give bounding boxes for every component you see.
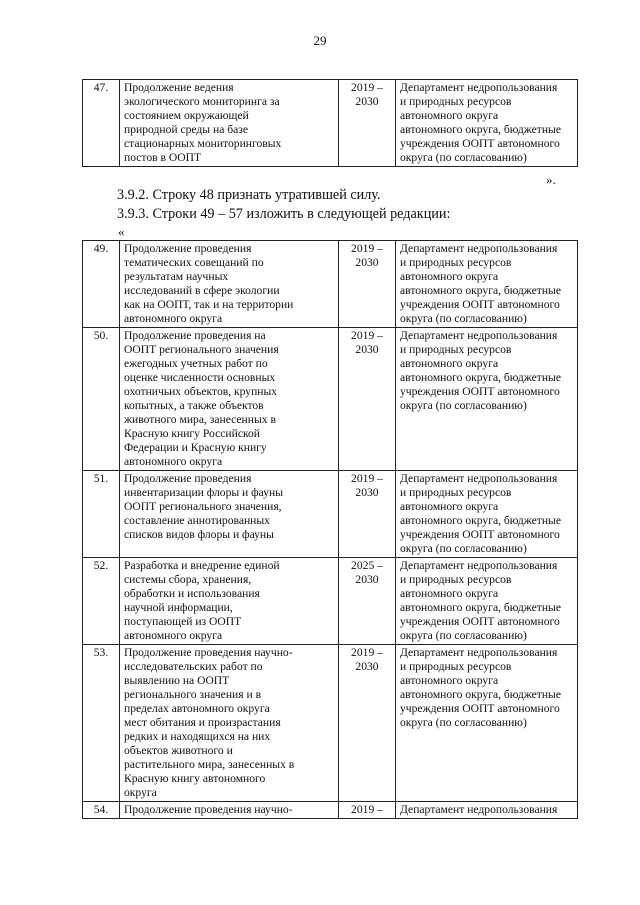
- responsible-line: и природных ресурсов: [400, 660, 512, 673]
- period-line: 2030: [355, 573, 379, 586]
- period-cell: [339, 645, 396, 802]
- activity-line: Продолжение проведения: [124, 472, 252, 485]
- activity-line: составление аннотированных: [124, 514, 270, 527]
- responsible-cell: [396, 645, 578, 802]
- responsible-line: учреждения ООПТ автономного: [400, 528, 560, 541]
- table-row: [83, 471, 578, 558]
- row-number: 53.: [83, 645, 120, 802]
- period-line: 2019 –: [351, 329, 383, 342]
- responsible-line: автономного округа, бюджетные: [400, 371, 561, 384]
- responsible-line: округа (по согласованию): [400, 151, 527, 164]
- activity-line: экологического мониторинга за: [124, 95, 280, 108]
- responsible-line: и природных ресурсов: [400, 573, 512, 586]
- row-number: 52.: [83, 558, 120, 645]
- period-cell: [339, 558, 396, 645]
- responsible-line: автономного округа: [400, 587, 499, 600]
- activity-line: обработки и использования: [124, 587, 260, 600]
- activity-line: ООПТ регионального значения: [124, 343, 279, 356]
- responsible-cell: [396, 80, 578, 167]
- table-row: [83, 645, 578, 802]
- table-row: [83, 80, 578, 167]
- responsible-line: и природных ресурсов: [400, 95, 512, 108]
- activity-line: регионального значения и в: [124, 688, 262, 701]
- responsible-line: Департамент недропользования: [400, 646, 558, 659]
- activity-line: растительного мира, занесенных в: [124, 758, 295, 771]
- page-number: 29: [313, 33, 327, 48]
- responsible-line: Департамент недропользования: [400, 559, 558, 572]
- activity-cell: [120, 241, 339, 328]
- responsible-line: автономного округа, бюджетные: [400, 123, 561, 136]
- activity-line: научной информации,: [124, 601, 233, 614]
- closing-quote: ».: [546, 172, 556, 187]
- row-number: 47.: [83, 80, 120, 167]
- table-top: [82, 79, 578, 167]
- activity-line: объектов животного и: [124, 744, 233, 757]
- activity-line: автономного округа: [124, 312, 223, 325]
- period-cell: [339, 80, 396, 167]
- activity-line: Продолжение проведения на: [124, 329, 266, 342]
- responsible-cell: [396, 241, 578, 328]
- activity-line: оценке численности основных: [124, 371, 276, 384]
- period-line: 2019 –: [351, 803, 383, 816]
- activity-line: состоянием окружающей: [124, 109, 249, 122]
- responsible-cell: [396, 802, 578, 819]
- activity-line: системы сбора, хранения,: [124, 573, 252, 586]
- activity-line: постов в ООПТ: [124, 151, 202, 164]
- period-line: 2030: [355, 660, 379, 673]
- paragraph-3-9-3: 3.9.3. Строки 49 – 57 изложить в следующей редакции:: [117, 206, 451, 222]
- activity-line: автономного округа: [124, 455, 223, 468]
- row-number: 50.: [83, 328, 120, 471]
- period-line: 2025 –: [351, 559, 383, 572]
- opening-quote: «: [118, 224, 125, 239]
- paragraph-3-9-2: 3.9.2. Строку 48 признать утратившей силу.: [117, 187, 381, 203]
- period-line: 2019 –: [351, 81, 383, 94]
- period-line: 2019 –: [351, 242, 383, 255]
- responsible-line: учреждения ООПТ автономного: [400, 137, 560, 150]
- responsible-line: Департамент недропользования: [400, 803, 558, 816]
- activity-line: пределах автономного округа: [124, 702, 270, 715]
- row-number: 54.: [83, 802, 120, 819]
- activity-line: выявлению на ООПТ: [124, 674, 230, 687]
- activity-line: Красную книгу Российской: [124, 427, 261, 440]
- period-cell: [339, 328, 396, 471]
- activity-cell: [120, 645, 339, 802]
- responsible-line: учреждения ООПТ автономного: [400, 615, 560, 628]
- activity-cell: [120, 80, 339, 167]
- activity-line: Продолжение проведения научно-: [124, 646, 293, 659]
- responsible-line: округа (по согласованию): [400, 312, 527, 325]
- activity-line: ООПТ регионального значения,: [124, 500, 282, 513]
- activity-line: стационарных мониторинговых: [124, 137, 282, 150]
- activity-line: Продолжение ведения: [124, 81, 234, 94]
- period-cell: [339, 802, 396, 819]
- activity-cell: [120, 471, 339, 558]
- responsible-cell: [396, 471, 578, 558]
- period-line: 2030: [355, 256, 379, 269]
- period-line: 2030: [355, 95, 379, 108]
- table-row: [83, 241, 578, 328]
- activity-line: копытных, а также объектов: [124, 399, 264, 412]
- responsible-line: и природных ресурсов: [400, 486, 512, 499]
- period-cell: [339, 471, 396, 558]
- responsible-line: Департамент недропользования: [400, 242, 558, 255]
- activity-line: как на ООПТ, так и на территории: [124, 298, 294, 311]
- activity-line: Красную книгу автономного: [124, 772, 266, 785]
- activity-line: Федерации и Красную книгу: [124, 441, 267, 454]
- period-line: 2030: [355, 343, 379, 356]
- activity-line: исследовательских работ по: [124, 660, 263, 673]
- activity-line: редких и находящихся на них: [124, 730, 271, 743]
- activity-line: исследований в сфере экологии: [124, 284, 280, 297]
- period-cell: [339, 241, 396, 328]
- responsible-line: округа (по согласованию): [400, 542, 527, 555]
- responsible-line: Департамент недропользования: [400, 329, 558, 342]
- responsible-line: автономного округа, бюджетные: [400, 514, 561, 527]
- activity-line: результатам научных: [124, 270, 229, 283]
- period-line: 2019 –: [351, 472, 383, 485]
- responsible-line: автономного округа, бюджетные: [400, 688, 561, 701]
- responsible-line: учреждения ООПТ автономного: [400, 298, 560, 311]
- activity-line: мест обитания и произрастания: [124, 716, 281, 729]
- responsible-line: автономного округа: [400, 357, 499, 370]
- responsible-line: и природных ресурсов: [400, 256, 512, 269]
- row-number: 49.: [83, 241, 120, 328]
- activity-line: автономного округа: [124, 629, 223, 642]
- table-row: [83, 328, 578, 471]
- responsible-line: автономного округа: [400, 270, 499, 283]
- activity-line: инвентаризации флоры и фауны: [124, 486, 284, 499]
- activity-line: ежегодных учетных работ по: [124, 357, 268, 370]
- responsible-line: Департамент недропользования: [400, 472, 558, 485]
- activity-line: Продолжение проведения научно-: [124, 803, 293, 816]
- responsible-line: автономного округа, бюджетные: [400, 601, 561, 614]
- responsible-line: автономного округа: [400, 500, 499, 513]
- responsible-line: округа (по согласованию): [400, 629, 527, 642]
- responsible-line: учреждения ООПТ автономного: [400, 702, 560, 715]
- activity-line: поступающей из ООПТ: [124, 615, 242, 628]
- activity-line: природной среды на базе: [124, 123, 249, 136]
- activity-line: списков видов флоры и фауны: [124, 528, 274, 541]
- activity-line: тематических совещаний по: [124, 256, 264, 269]
- activity-cell: [120, 558, 339, 645]
- activity-line: охотничьих объектов, крупных: [124, 385, 278, 398]
- responsible-line: округа (по согласованию): [400, 399, 527, 412]
- activity-line: животного мира, занесенных в: [124, 413, 276, 426]
- activity-line: Продолжение проведения: [124, 242, 252, 255]
- responsible-line: автономного округа: [400, 109, 499, 122]
- period-line: 2019 –: [351, 646, 383, 659]
- row-number: 51.: [83, 471, 120, 558]
- responsible-line: автономного округа: [400, 674, 499, 687]
- activity-cell: [120, 328, 339, 471]
- table-row: [83, 558, 578, 645]
- responsible-cell: [396, 328, 578, 471]
- activity-cell: [120, 802, 339, 819]
- responsible-cell: [396, 558, 578, 645]
- period-line: 2030: [355, 486, 379, 499]
- responsible-line: и природных ресурсов: [400, 343, 512, 356]
- activity-line: Разработка и внедрение единой: [124, 559, 280, 572]
- table-row: [83, 802, 578, 819]
- responsible-line: автономного округа, бюджетные: [400, 284, 561, 297]
- responsible-line: учреждения ООПТ автономного: [400, 385, 560, 398]
- activity-line: округа: [124, 786, 157, 799]
- responsible-line: Департамент недропользования: [400, 81, 558, 94]
- table-main: [82, 240, 578, 819]
- responsible-line: округа (по согласованию): [400, 716, 527, 729]
